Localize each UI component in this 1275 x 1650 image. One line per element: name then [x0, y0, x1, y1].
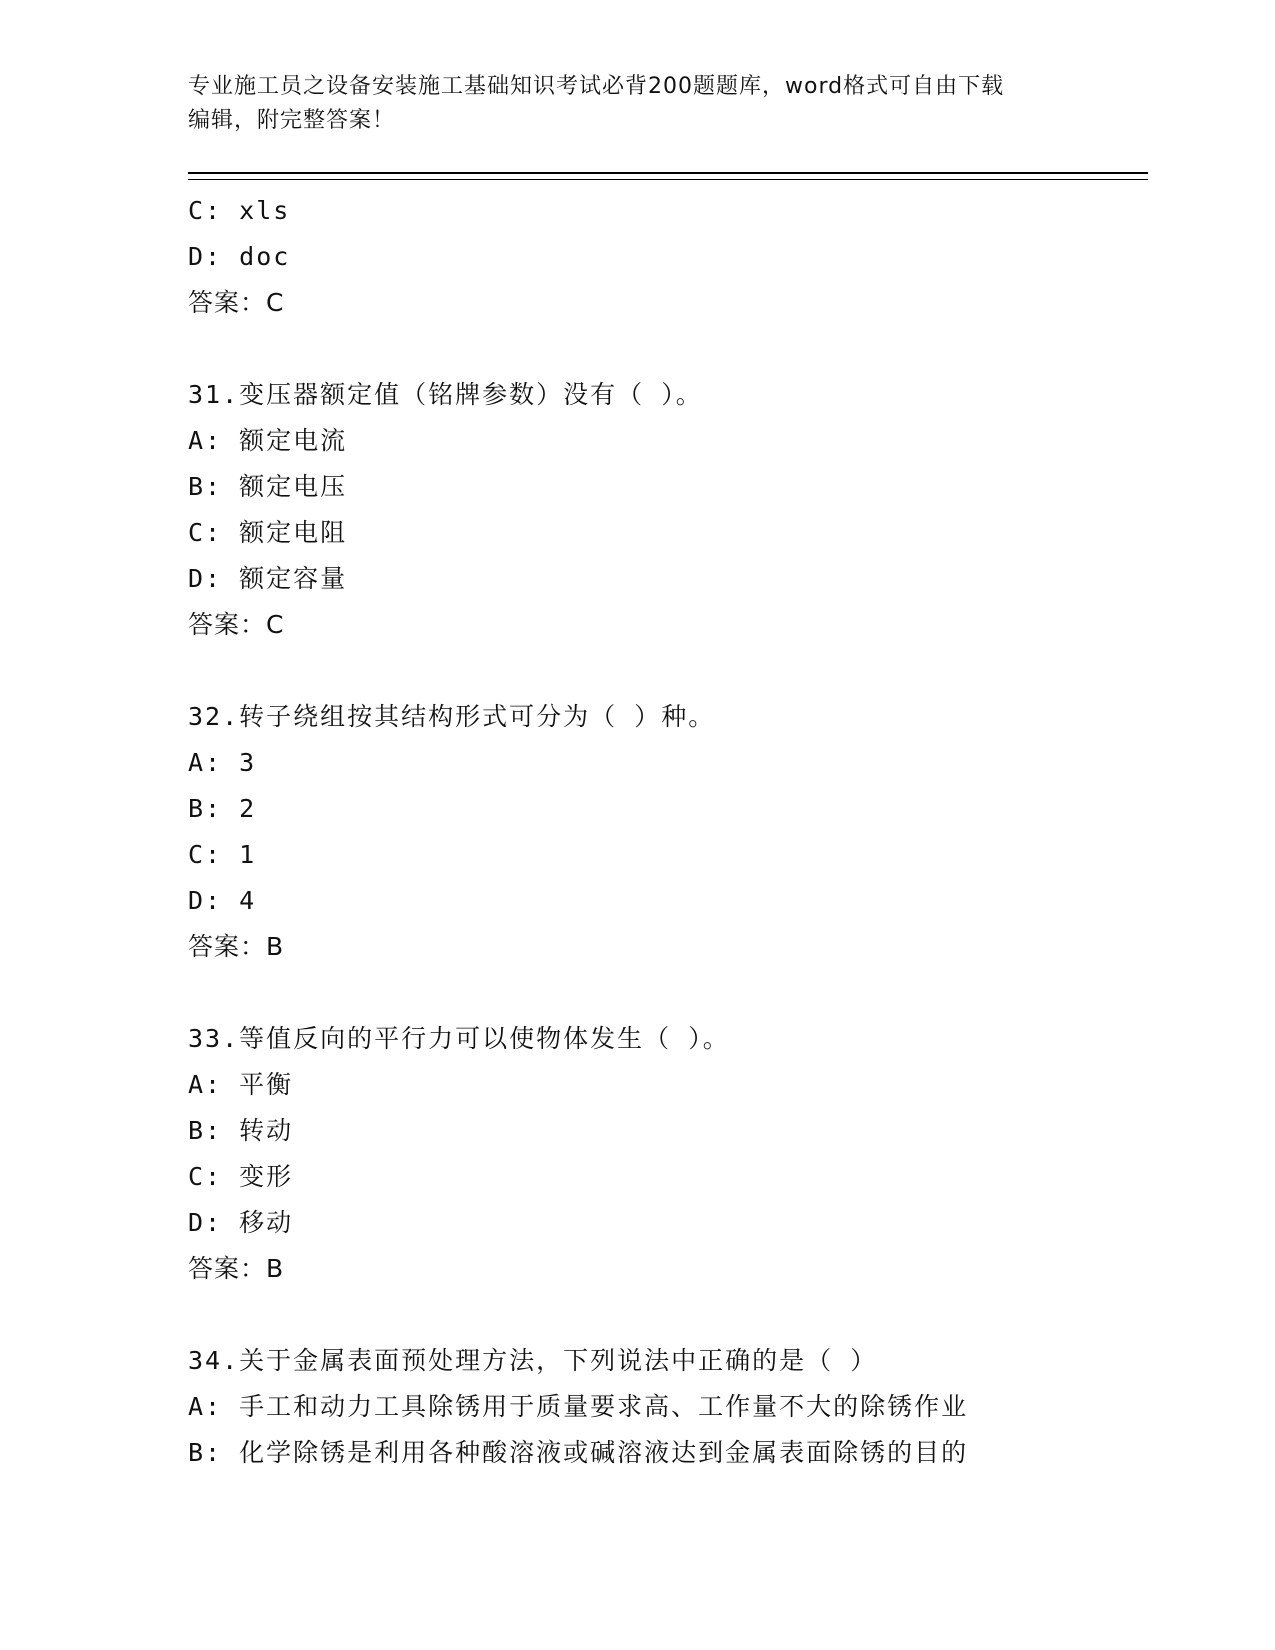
option-b: B: 额定电压 — [188, 472, 348, 501]
option-d: D: 移动 — [188, 1208, 294, 1237]
option-c: C: 1 — [188, 840, 257, 869]
option-c: C: xls — [188, 196, 291, 225]
option-c: C: 变形 — [188, 1162, 294, 1191]
answer-line: 答案：B — [188, 932, 285, 961]
question-32 — [188, 694, 1148, 970]
option-b: B: 2 — [188, 794, 257, 823]
header-line-1: 专业施工员之设备安装施工基础知识考试必背200题题库，word格式可自由下载 — [188, 74, 1005, 99]
option-a: A: 3 — [188, 748, 257, 777]
question-33 — [188, 1016, 1148, 1292]
option-a: A: 额定电流 — [188, 426, 348, 455]
option-b: B: 转动 — [188, 1116, 294, 1145]
option-c: C: 额定电阻 — [188, 518, 348, 547]
document-header — [188, 70, 1068, 138]
option-a: A: 平衡 — [188, 1070, 294, 1099]
option-d: D: 4 — [188, 886, 257, 915]
option-b: B: 化学除锈是利用各种酸溶液或碱溶液达到金属表面除锈的目的 — [188, 1438, 969, 1467]
option-d: D: doc — [188, 242, 291, 271]
header-divider — [188, 172, 1148, 180]
question-stem: 31.变压器额定值（铭牌参数）没有（ ）。 — [188, 380, 703, 409]
document-page — [188, 70, 1148, 1476]
question-34 — [188, 1338, 1148, 1476]
question-30-tail — [188, 188, 1148, 326]
option-d: D: 额定容量 — [188, 564, 348, 593]
question-stem: 32.转子绕组按其结构形式可分为（ ）种。 — [188, 702, 716, 731]
question-stem: 34.关于金属表面预处理方法，下列说法中正确的是（ ） — [188, 1346, 878, 1375]
answer-line: 答案：B — [188, 1254, 285, 1283]
answer-line: 答案：C — [188, 288, 285, 317]
header-line-2: 编辑，附完整答案！ — [188, 108, 396, 133]
question-31 — [188, 372, 1148, 648]
question-stem: 33.等值反向的平行力可以使物体发生（ ）。 — [188, 1024, 730, 1053]
answer-line: 答案：C — [188, 610, 285, 639]
option-a: A: 手工和动力工具除锈用于质量要求高、工作量不大的除锈作业 — [188, 1392, 969, 1421]
